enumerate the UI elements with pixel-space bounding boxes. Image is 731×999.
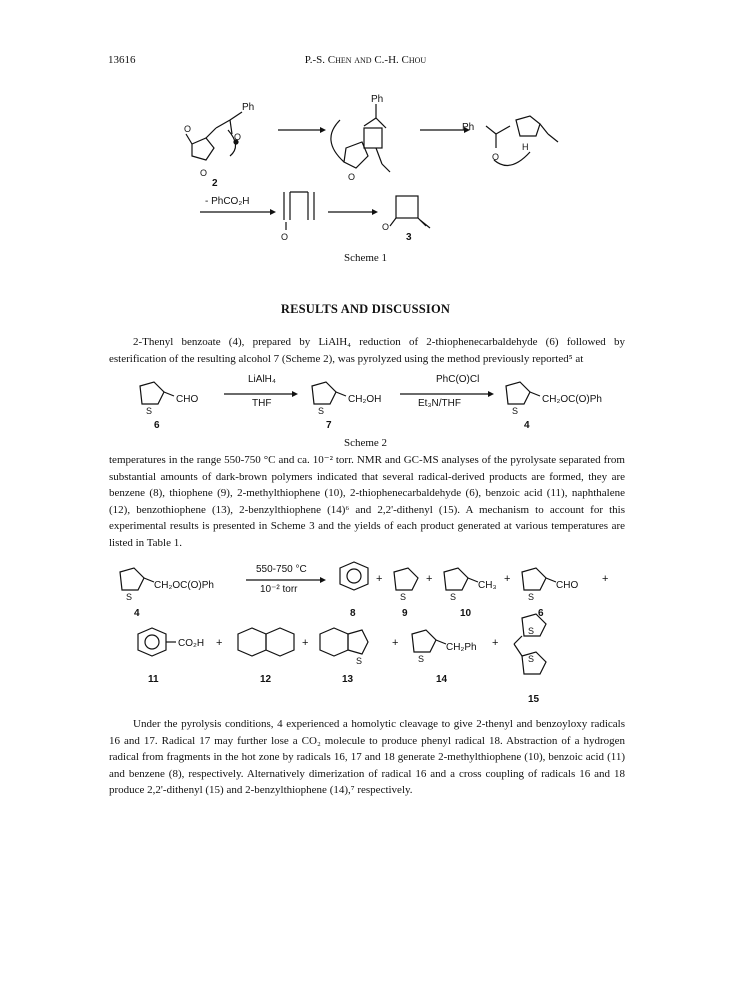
svg-text:CH₂OC(O)Ph: CH₂OC(O)Ph [542,394,602,405]
paragraph-3 [109,716,625,799]
intermediate-structure [331,104,390,172]
svg-text:LiAlH₄: LiAlH₄ [248,374,276,385]
svg-text:S: S [450,592,457,602]
svg-text:Et₃N/THF: Et₃N/THF [418,398,461,409]
svg-text:S: S [528,654,535,664]
svg-text:+: + [426,573,433,585]
section-title: RESULTS AND DISCUSSION [280,302,451,316]
svg-text:PhC(O)Cl: PhC(O)Cl [436,374,480,385]
dithenyl-15 [514,614,546,674]
methylthiophene-10 [444,568,468,590]
svg-text:S: S [528,592,535,602]
compound-2-number: 2 [212,178,218,189]
svg-text:6: 6 [538,608,544,619]
svg-text:+: + [302,637,309,649]
svg-text:+: + [602,573,609,585]
svg-text:THF: THF [252,398,272,409]
scheme-2-caption: Scheme 2 [343,437,388,449]
svg-text:8: 8 [350,608,356,619]
svg-text:CO₂H: CO₂H [178,638,205,649]
thiophene-9 [394,568,418,590]
svg-text:CHO: CHO [176,394,199,405]
svg-text:15: 15 [528,694,540,705]
svg-text:S: S [512,406,519,416]
paragraph-2-text: temperatures in the range 550-750 °C and ca. 10⁻² torr. NMR and GC-MS analyses of the pyrolysate separated from substantial amounts of dark-brown polymers indicated that several radical-derived products are formed, they are benzene (8), thiophene (9), 2-methylthiophene (10), 2-thiophenecarbaldehyde (6), benzoic acid (11), naphthalene (12), benzothiophene (13), 2-benzylthiophene (14)⁶ and 2,2'-dithenyl (15). A mechanism to account for this experimental results is presented in Scheme 3 and the yields of each product generated at various temperatures are listed in Table 1. [109,454,625,549]
svg-text:O: O [348,172,356,182]
svg-text:14: 14 [436,674,448,685]
naphthalene-12 [238,628,266,656]
paragraph-3-text: Under the pyrolysis conditions, 4 experienced a homolytic cleavage to give 2-thenyl and benzoyloxy radicals 16 and 17. Radical 17 may further lose a CO₂ molecule to produce phenyl radical 18. Abstraction of a hydrogen radical from fragments in the hot zone by radicals 16, 17 and 18 generate 2-methylthiophene (10), benzoic acid (11) and benzene (8), respectively. Alternatively dimerization of radical 16 and a cross coupling of radicals 16 and 18 produce 2,2'-dithenyl (15) and 2-benzylthiophene (14),⁷ respectively. [109,718,625,797]
running-title: P.-S. Chen and C.-H. Chou [304,54,427,66]
page-number: 13616 [108,54,136,66]
scheme-2-figure [120,372,640,430]
benzothiophene-13 [320,628,348,656]
ph-label-1: Ph [242,102,255,113]
svg-text:12: 12 [260,674,272,685]
svg-text:+: + [216,637,223,649]
svg-text:S: S [400,592,407,602]
svg-text:CH₂OC(O)Ph: CH₂OC(O)Ph [154,580,214,591]
svg-text:+: + [504,573,511,585]
svg-text:Ph: Ph [462,122,475,133]
svg-text:11: 11 [148,674,159,685]
svg-text:S: S [126,592,133,602]
compound-3-structure [390,196,430,228]
fragment-structure [284,192,314,230]
svg-text:H: H [522,142,529,152]
svg-text:CH₂OH: CH₂OH [348,394,382,405]
svg-text:4: 4 [524,420,530,430]
paragraph-2 [109,452,625,552]
svg-text:9: 9 [402,608,408,619]
paragraph-1-text: 2-Thenyl benzoate (4), prepared by LiAlH₄ reduction of 2-thiophenecarbaldehyde (6) followed by esterification of the resulting alcohol 7 (Scheme 2), was pyrolyzed using the method previously reported⁵ at [109,336,625,365]
benzoic-acid-11 [138,628,166,656]
svg-text:6: 6 [154,420,160,430]
scheme-1-figure [150,90,590,250]
svg-text:+: + [376,573,383,585]
svg-text:S: S [528,626,535,636]
svg-text:O: O [382,222,390,232]
scheme-1-caption: Scheme 1 [343,252,388,264]
svg-text:Ph: Ph [371,94,384,105]
benzene-8 [340,562,368,590]
svg-text:CH₂Ph: CH₂Ph [446,642,477,653]
svg-text:S: S [418,654,425,664]
compound-3-number: 3 [406,232,412,243]
svg-text:4: 4 [134,608,140,619]
svg-text:10: 10 [460,608,472,619]
svg-text:O: O [184,124,192,134]
svg-text:O: O [492,152,500,162]
svg-text:O: O [200,168,208,178]
svg-text:S: S [318,406,325,416]
svg-text:13: 13 [342,674,354,685]
benzylthiophene-14 [412,630,436,652]
svg-text:S: S [146,406,153,416]
thiophenecarbaldehyde-6 [522,568,546,590]
scheme-3-figure [110,558,650,708]
svg-text:7: 7 [326,420,332,430]
svg-text:O: O [281,232,289,242]
svg-text:CHO: CHO [556,580,579,591]
svg-text:10⁻² torr: 10⁻² torr [260,584,298,595]
svg-text:CH₃: CH₃ [478,580,497,591]
svg-text:+: + [392,637,399,649]
svg-text:+: + [492,637,499,649]
svg-text:O: O [234,132,242,142]
reagent-minus-phco2h: - PhCO₂H [205,196,250,207]
svg-text:S: S [356,656,363,666]
svg-text:550-750 °C: 550-750 °C [256,564,307,575]
paragraph-1 [109,334,625,367]
